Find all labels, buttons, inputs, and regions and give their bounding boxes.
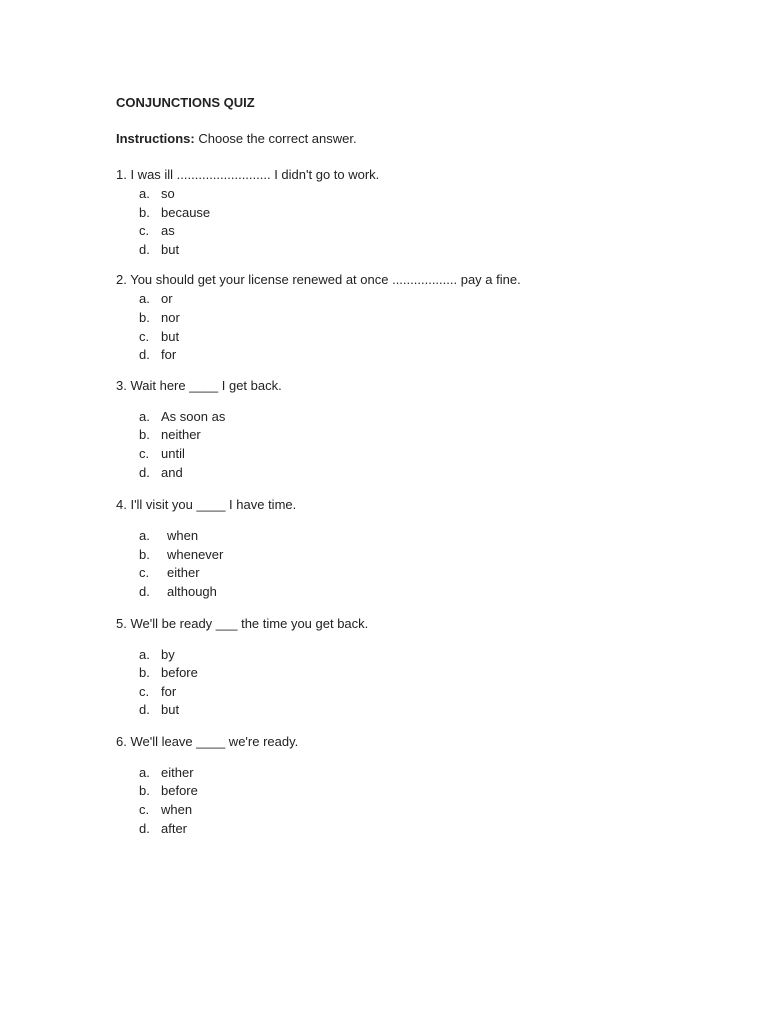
option-letter: b. — [139, 665, 150, 681]
option-letter: b. — [139, 783, 150, 799]
option-b — [116, 664, 716, 683]
option-text: as — [161, 223, 175, 239]
question-2 — [116, 271, 716, 364]
option-text: but — [161, 241, 180, 257]
option-text: and — [161, 464, 183, 480]
question-text: 4. I'll visit you ____ I have time. — [116, 497, 297, 513]
options-list — [116, 290, 716, 364]
option-text: for — [161, 683, 177, 699]
option-text: before — [161, 783, 198, 799]
option-text: by — [161, 646, 175, 662]
option-letter: a. — [139, 528, 150, 544]
question-text: 6. We'll leave ____ we're ready. — [116, 733, 299, 749]
instructions-text: Choose the correct answer. — [194, 131, 357, 146]
option-d — [116, 820, 716, 839]
option-b — [116, 546, 716, 565]
question-4 — [116, 496, 716, 601]
option-letter: c. — [139, 328, 150, 344]
option-d — [116, 583, 716, 602]
option-letter: a. — [139, 408, 150, 424]
option-text: As soon as — [161, 408, 226, 424]
option-text: before — [161, 665, 198, 681]
option-text: nor — [161, 309, 180, 325]
question-6 — [116, 733, 716, 838]
option-text: after — [161, 820, 188, 836]
option-b — [116, 782, 716, 801]
option-letter: d. — [139, 464, 150, 480]
option-letter: b. — [139, 204, 150, 220]
option-b — [116, 204, 716, 223]
option-a — [116, 646, 716, 665]
option-letter: d. — [139, 583, 150, 599]
question-text: 2. You should get your license renewed at once .................. pay a fine. — [116, 272, 521, 288]
options-list — [116, 646, 716, 720]
options-list — [116, 408, 716, 482]
option-c — [116, 801, 716, 820]
option-c — [116, 683, 716, 702]
option-letter: a. — [139, 764, 150, 780]
option-letter: a. — [139, 646, 150, 662]
option-letter: b. — [139, 546, 150, 562]
option-letter: d. — [139, 241, 150, 257]
option-letter: c. — [139, 683, 150, 699]
option-d — [116, 241, 716, 260]
option-text: because — [161, 204, 211, 220]
option-letter: a. — [139, 186, 150, 201]
option-text: when — [167, 528, 199, 544]
question-1 — [116, 166, 716, 259]
instructions — [116, 130, 716, 148]
options-list — [116, 527, 716, 601]
option-letter: a. — [139, 291, 150, 307]
option-a — [116, 764, 716, 783]
option-a — [116, 408, 716, 427]
quiz-title: CONJUNCTIONS QUIZ — [116, 95, 255, 110]
option-c — [116, 222, 716, 241]
option-d — [116, 346, 716, 365]
option-b — [116, 426, 716, 445]
option-text: when — [161, 802, 193, 818]
question-text: 5. We'll be ready ___ the time you get back. — [116, 615, 369, 631]
question-text: 1. I was ill .......................... I didn't go to work. — [116, 167, 380, 182]
option-letter: c. — [139, 802, 150, 818]
option-c — [116, 445, 716, 464]
option-a — [116, 527, 716, 546]
option-text: either — [167, 565, 200, 581]
question-text: 3. Wait here ____ I get back. — [116, 377, 282, 393]
option-text: but — [161, 702, 180, 718]
option-c — [116, 564, 716, 583]
option-text: for — [161, 347, 177, 363]
option-letter: b. — [139, 309, 150, 325]
option-letter: c. — [139, 445, 150, 461]
option-text: but — [161, 328, 180, 344]
option-text: either — [161, 764, 194, 780]
option-text: neither — [161, 427, 201, 443]
quiz-document — [116, 94, 716, 838]
option-d — [116, 464, 716, 483]
option-letter: d. — [139, 820, 150, 836]
option-letter: d. — [139, 702, 150, 718]
option-text: so — [161, 186, 175, 201]
option-text: or — [161, 291, 173, 307]
options-list — [116, 764, 716, 838]
option-text: until — [161, 445, 185, 461]
option-d — [116, 701, 716, 720]
option-letter: d. — [139, 347, 150, 363]
option-letter: c. — [139, 565, 150, 581]
option-letter: b. — [139, 427, 150, 443]
options-list — [116, 185, 716, 259]
option-a — [116, 290, 716, 309]
option-b — [116, 309, 716, 328]
option-c — [116, 328, 716, 347]
question-3 — [116, 377, 716, 482]
option-text: whenever — [167, 546, 224, 562]
option-letter: c. — [139, 223, 150, 239]
question-5 — [116, 615, 716, 720]
option-a — [116, 185, 716, 204]
instructions-label: Instructions: — [116, 131, 195, 146]
option-text: although — [167, 583, 217, 599]
